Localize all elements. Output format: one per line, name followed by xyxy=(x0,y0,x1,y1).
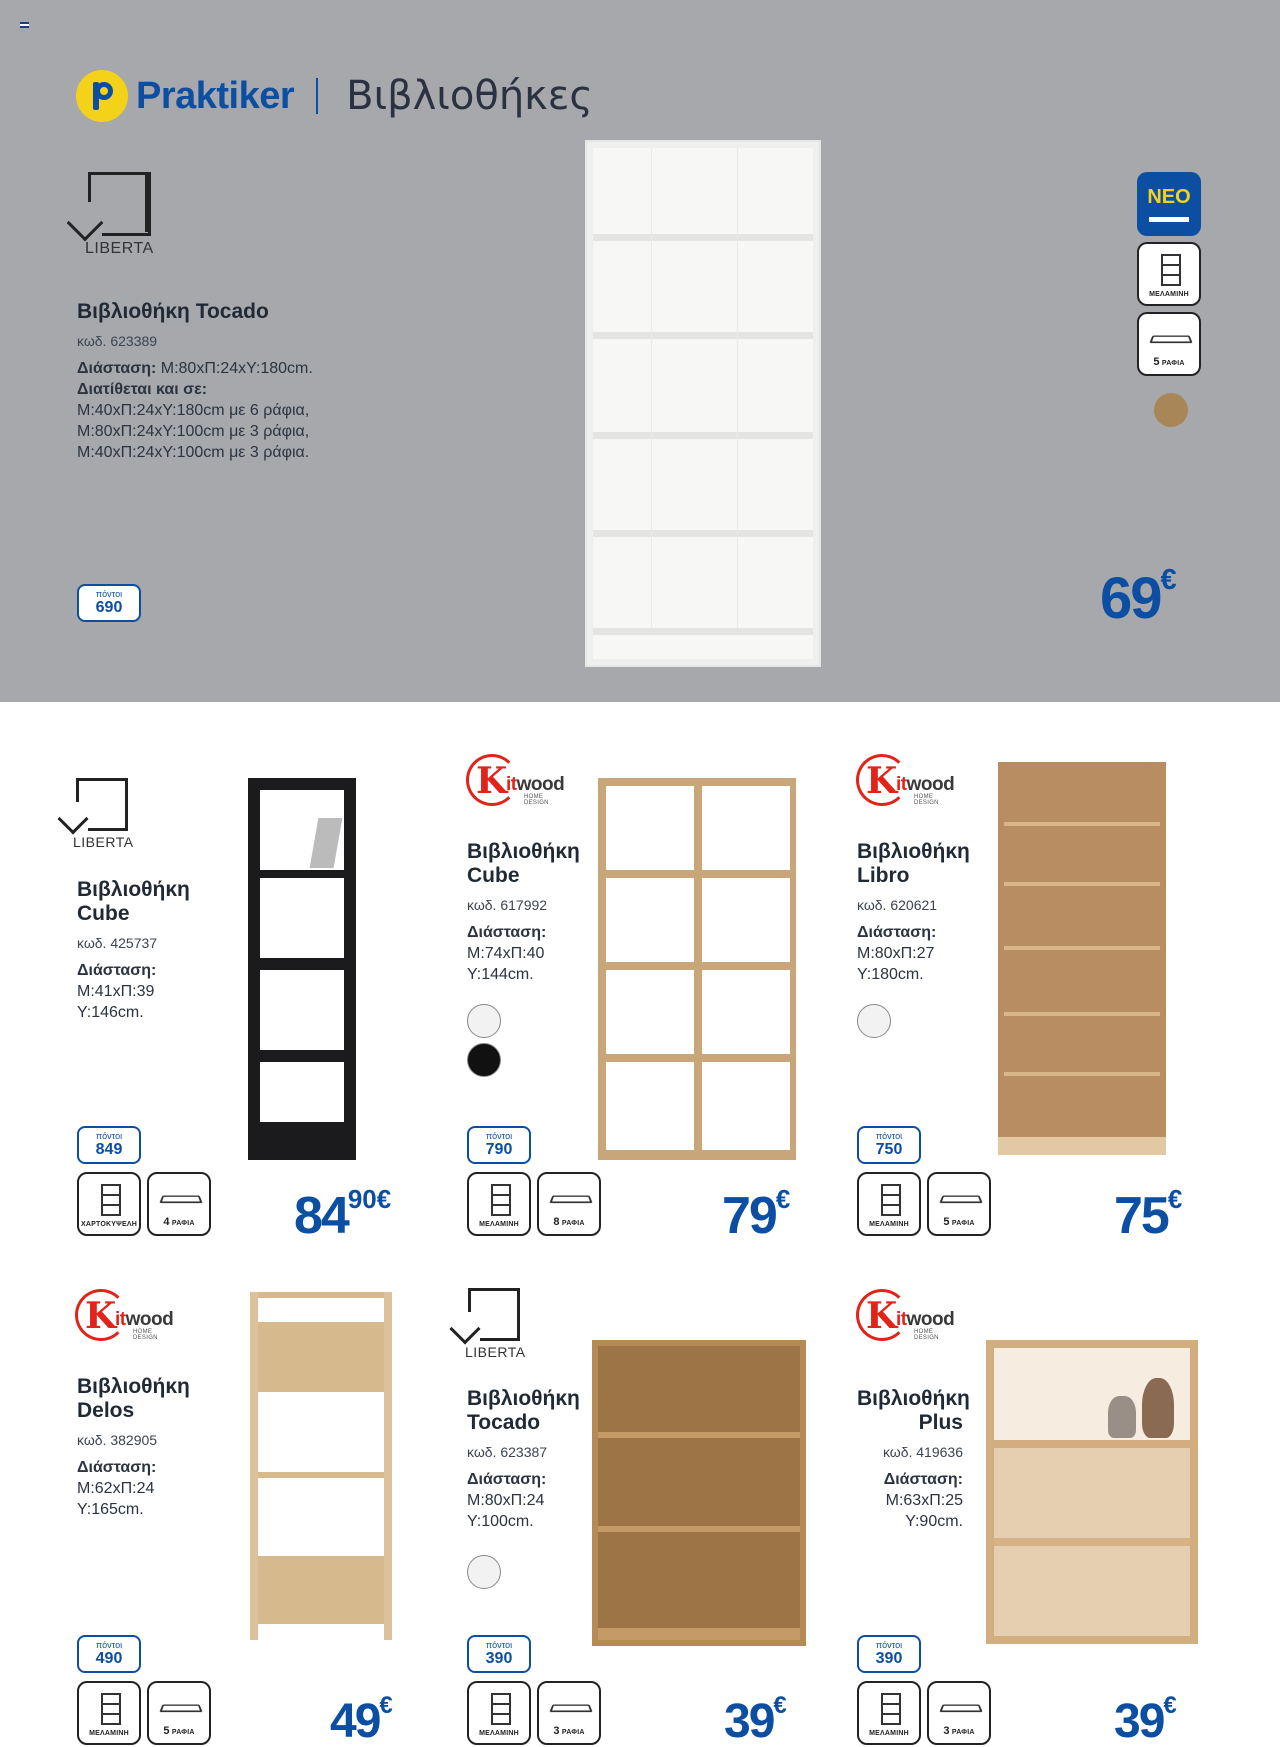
product-code: κωδ. 425737 xyxy=(77,935,158,951)
material-badge: ΜΕΛΑΜΙΝΗ xyxy=(467,1681,531,1745)
product-price: $84^{90€}$ xyxy=(294,1184,392,1245)
product-image-plus xyxy=(986,1340,1198,1644)
product-title: Βιβλιοθήκη Cube xyxy=(77,878,190,925)
kitwood-logo: K itwood HOME DESIGN xyxy=(856,1287,956,1343)
language-flag-icon[interactable] xyxy=(20,22,29,28)
material-badge: ΜΕΛΑΜΙΝΗ xyxy=(857,1681,921,1745)
material-badge: ΧΑΡΤΟΚΥΨΕΛΗ xyxy=(77,1172,141,1236)
featured-variant: Μ:40xΠ:24xΥ:100cm με 3 ράφια. xyxy=(77,444,310,461)
product-image-cube-oak xyxy=(598,778,796,1160)
product-price: 39€ xyxy=(1114,1692,1177,1747)
product-points-badge: πόντοι 790 xyxy=(467,1126,531,1164)
featured-title: Βιβλιοθήκη Tocado xyxy=(77,300,269,323)
liberta-logo: LIBERTA xyxy=(450,1288,540,1360)
product-price: 39€ xyxy=(724,1692,787,1747)
liberta-logo xyxy=(68,172,158,262)
shelves-badge: 5 ΡΑΦΙΑ xyxy=(927,1172,991,1236)
product-title: Βιβλιοθήκη Libro xyxy=(857,840,970,887)
product-dimension: Διάσταση: Μ:63xΠ:25 Υ:90cm. xyxy=(883,1471,963,1530)
praktiker-logo-icon xyxy=(76,70,128,122)
product-dimension: Διάσταση: Μ:80xΠ:27 Υ:180cm. xyxy=(857,924,937,983)
product-title: Βιβλιοθήκη Plus xyxy=(857,1387,970,1434)
color-swatch-black[interactable] xyxy=(467,1043,501,1077)
product-dimension: Διάσταση: Μ:74xΠ:40 Υ:144cm. xyxy=(467,924,547,983)
product-points-badge: πόντοι 390 xyxy=(467,1635,531,1673)
product-points-badge: πόντοι 750 xyxy=(857,1126,921,1164)
shelves-badge: 4 ΡΑΦΙΑ xyxy=(147,1172,211,1236)
product-price: 79€ xyxy=(722,1184,791,1245)
shelf-icon xyxy=(549,1195,592,1203)
featured-bookcase-image xyxy=(585,140,821,667)
kitwood-logo: K itwood HOME DESIGN xyxy=(75,1287,175,1343)
material-badge: ΜΕΛΑΜΙΝΗ xyxy=(857,1172,921,1236)
product-code: κωδ. 620621 xyxy=(857,897,938,913)
kitwood-logo: K itwood HOME DESIGN xyxy=(466,752,566,808)
product-code: κωδ. 617992 xyxy=(467,897,548,913)
bookcase-icon xyxy=(101,1184,121,1216)
product-image-libro xyxy=(998,762,1166,1155)
shelf-icon xyxy=(939,1195,982,1203)
product-title: Βιβλιοθήκη Cube xyxy=(467,840,580,887)
kitwood-logo: K itwood HOME DESIGN xyxy=(856,752,956,808)
color-swatch-white[interactable] xyxy=(467,1555,501,1589)
color-swatch-white[interactable] xyxy=(857,1004,891,1038)
product-dimension: Διάσταση: Μ:41xΠ:39 Υ:146cm. xyxy=(77,962,157,1021)
shelves-badge: 8 ΡΑΦΙΑ xyxy=(537,1172,601,1236)
product-price: 75€ xyxy=(1114,1184,1183,1245)
liberta-logo: LIBERTA xyxy=(58,778,148,850)
shelf-icon xyxy=(549,1704,592,1712)
brand-name: Praktiker xyxy=(136,74,295,117)
bookcase-icon xyxy=(491,1693,511,1725)
brand-separator xyxy=(316,78,318,114)
bookcase-icon xyxy=(101,1693,121,1725)
product-title: Βιβλιοθήκη Delos xyxy=(77,1375,190,1422)
page-title: Βιβλιοθήκες xyxy=(346,73,593,119)
product-image-delos xyxy=(250,1292,392,1640)
bookcase-icon xyxy=(881,1184,901,1216)
bookcase-icon xyxy=(1161,254,1181,286)
shelves-badge: 5 ΡΑΦΙΑ xyxy=(147,1681,211,1745)
product-dimension: Διάσταση: Μ:62xΠ:24 Υ:165cm. xyxy=(77,1459,157,1518)
featured-variant: Μ:40xΠ:24xΥ:180cm με 6 ράφια, xyxy=(77,402,310,419)
shelf-icon xyxy=(159,1704,202,1712)
product-code: κωδ. 623387 xyxy=(467,1444,548,1460)
featured-variant: Μ:80xΠ:24xΥ:100cm με 3 ράφια, xyxy=(77,423,310,440)
shelf-icon xyxy=(1149,335,1192,343)
vase-decoration xyxy=(1108,1396,1136,1438)
product-points-badge: πόντοι 390 xyxy=(857,1635,921,1673)
product-code: κωδ. 419636 xyxy=(882,1444,963,1460)
new-badge: ΝΕΟ xyxy=(1137,172,1201,236)
color-swatch-white[interactable] xyxy=(467,1004,501,1038)
brand-header xyxy=(76,70,593,122)
product-image-cube-black xyxy=(248,778,356,1160)
product-price: 49€ xyxy=(330,1692,393,1747)
shelves-badge: 3 ΡΑΦΙΑ xyxy=(927,1681,991,1745)
featured-price: 69€ xyxy=(1100,564,1177,631)
material-badge: ΜΕΛΑΜΙΝΗ xyxy=(1137,242,1201,306)
shelves-badge: 5 ΡΑΦΙΑ xyxy=(1137,312,1201,376)
product-dimension: Διάσταση: Μ:80xΠ:24 Υ:100cm. xyxy=(467,1471,547,1530)
vase-decoration xyxy=(1142,1378,1174,1438)
featured-dimension: Διάσταση: Μ:80xΠ:24xΥ:180cm. Διατίθεται και σε: Μ:40xΠ:24xΥ:180cm με 6 ράφια, Μ:80xΠ:24xΥ:100cm με 3 ράφια, Μ:40xΠ:24xΥ:100cm με 3 ράφια. xyxy=(77,360,313,461)
shelf-icon xyxy=(159,1195,202,1203)
liberta-wordmark: LIBERTA xyxy=(85,240,154,257)
featured-code: κωδ. 623389 xyxy=(77,333,158,349)
material-badge: ΜΕΛΑΜΙΝΗ xyxy=(467,1172,531,1236)
shelf-icon xyxy=(939,1704,982,1712)
product-points-badge: πόντοι 849 xyxy=(77,1126,141,1164)
material-badge: ΜΕΛΑΜΙΝΗ xyxy=(77,1681,141,1745)
shelves-badge: 3 ΡΑΦΙΑ xyxy=(537,1681,601,1745)
product-image-tocado-oak xyxy=(592,1340,806,1646)
bookcase-icon xyxy=(491,1184,511,1216)
product-code: κωδ. 382905 xyxy=(77,1432,158,1448)
color-swatch[interactable] xyxy=(1154,393,1188,427)
featured-points-badge: πόντοι 690 xyxy=(77,584,141,622)
product-title: Βιβλιοθήκη Tocado xyxy=(467,1387,580,1434)
product-points-badge: πόντοι 490 xyxy=(77,1635,141,1673)
bookcase-icon xyxy=(881,1693,901,1725)
